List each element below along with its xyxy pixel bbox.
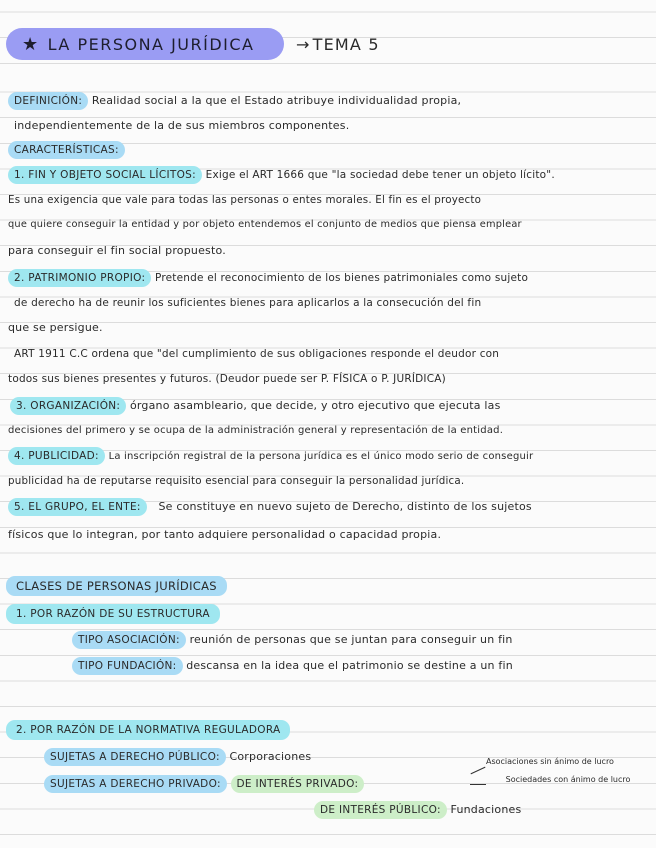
c2-label: 2. PATRIMONIO PROPIO:: [8, 269, 151, 287]
fundacion-label: TIPO FUNDACIÓN:: [72, 657, 183, 675]
c3-text-2: decisiones del primero y se ocupa de la administración general y representación de la entidad.: [8, 425, 504, 436]
c2-line-1: [8, 269, 656, 287]
c1-text-4: para conseguir el fin social propuesto.: [8, 244, 226, 257]
interes-privado-label: DE INTERÉS PRIVADO:: [231, 775, 365, 793]
c2-text-5: todos sus bienes presentes y futuros. (Deudor puede ser P. FÍSICA o P. JURÍDICA): [8, 373, 446, 385]
caracteristicas-label: CARACTERÍSTICAS:: [8, 141, 125, 159]
c2-text-1: Pretende el reconocimiento de los bienes patrimoniales como sujeto: [155, 272, 529, 284]
c4-label: 4. PUBLICIDAD:: [8, 447, 105, 465]
c1-text-3: que quiere conseguir la entidad y por objeto entendemos el conjunto de medios que piensa emplear: [8, 219, 522, 230]
c2-text-2: de derecho ha de reunir los suficientes bienes para aplicarlos a la consecución del fin: [14, 297, 482, 309]
arrow-right-icon: →: [296, 35, 311, 54]
star-icon: ★: [22, 33, 40, 55]
s1-label: 1. POR RAZÓN DE SU ESTRUCTURA: [6, 604, 220, 624]
derecho-publico-label: SUJETAS A DERECHO PÚBLICO:: [44, 748, 226, 766]
tema-label: [296, 35, 380, 54]
c1-text-2: Es una exigencia que vale para todas las personas o entes morales. El fin es el proyecto: [8, 194, 482, 206]
derecho-privado-label: SUJETAS A DERECHO PRIVADO:: [44, 775, 227, 793]
caracteristicas-heading: [8, 141, 656, 159]
asociacion-text: reunión de personas que se juntan para conseguir un fin: [189, 633, 513, 646]
s2-label: 2. POR RAZÓN DE LA NORMATIVA REGULADORA: [6, 720, 290, 740]
c5-label: 5. EL GRUPO, EL ENTE:: [8, 498, 147, 516]
fundacion-text: descansa en la idea que el patrimonio se destine a un fin: [186, 659, 513, 672]
c5-line-1: [8, 498, 656, 516]
page-title: LA PERSONA JURÍDICA: [47, 34, 255, 54]
asociacion-line: [72, 631, 656, 649]
definicion-label: DEFINICIÓN:: [8, 92, 88, 110]
s2-heading: [6, 720, 656, 740]
fundacion-line: [72, 657, 656, 675]
asociacion-label: TIPO ASOCIACIÓN:: [72, 631, 186, 649]
brace-upper: [471, 767, 486, 775]
c3-text-1: órgano asambleario, que decide, y otro ejecutivo que ejecuta las: [129, 399, 501, 412]
c4-text-1: La inscripción registral de la persona jurídica es el único modo serio de conseguir: [108, 451, 534, 462]
brace-lower: [470, 784, 486, 785]
c3-line-1: [10, 397, 656, 415]
c2-text-4: ART 1911 C.C ordena que "del cumplimiento de sus obligaciones responde el deudor con: [14, 348, 500, 360]
c1-text-1: Exige el ART 1666 que "la sociedad debe tener un objeto lícito".: [205, 169, 555, 181]
c3-label: 3. ORGANIZACIÓN:: [10, 397, 126, 415]
s1-heading: [6, 604, 656, 624]
c1-label: 1. FIN Y OBJETO SOCIAL LÍCITOS:: [8, 166, 202, 184]
definicion-text-2: independientemente de la de sus miembros componentes.: [14, 119, 350, 132]
note-asociaciones: Asociaciones sin ánimo de lucro: [486, 757, 614, 766]
definicion-line-1: [8, 92, 656, 110]
clases-heading: [6, 576, 656, 596]
derecho-publico-text: Corporaciones: [229, 750, 312, 763]
c2-text-3: que se persigue.: [8, 321, 103, 334]
c4-line-1: [8, 447, 656, 465]
title-banner: [6, 28, 284, 60]
c5-text-2: físicos que lo integran, por tanto adquiere personalidad o capacidad propia.: [8, 528, 442, 541]
interes-publico-label: DE INTERÉS PÚBLICO:: [314, 801, 447, 819]
c1-line-1: [8, 166, 656, 184]
c5-text-1: Se constituye en nuevo sujeto de Derecho, distinto de los sujetos: [158, 500, 532, 513]
tema-text: TEMA 5: [312, 35, 380, 54]
note-sociedades: Sociedades con ánimo de lucro: [505, 775, 631, 784]
definicion-text-1: Realidad social a la que el Estado atribuye individualidad propia,: [91, 94, 462, 107]
c4-text-2: publicidad ha de reputarse requisito esencial para conseguir la personalidad jurídica.: [8, 475, 465, 487]
interes-publico-line: [314, 801, 656, 819]
clases-label: CLASES DE PERSONAS JURÍDICAS: [6, 576, 227, 596]
fundaciones-text: Fundaciones: [450, 803, 522, 816]
